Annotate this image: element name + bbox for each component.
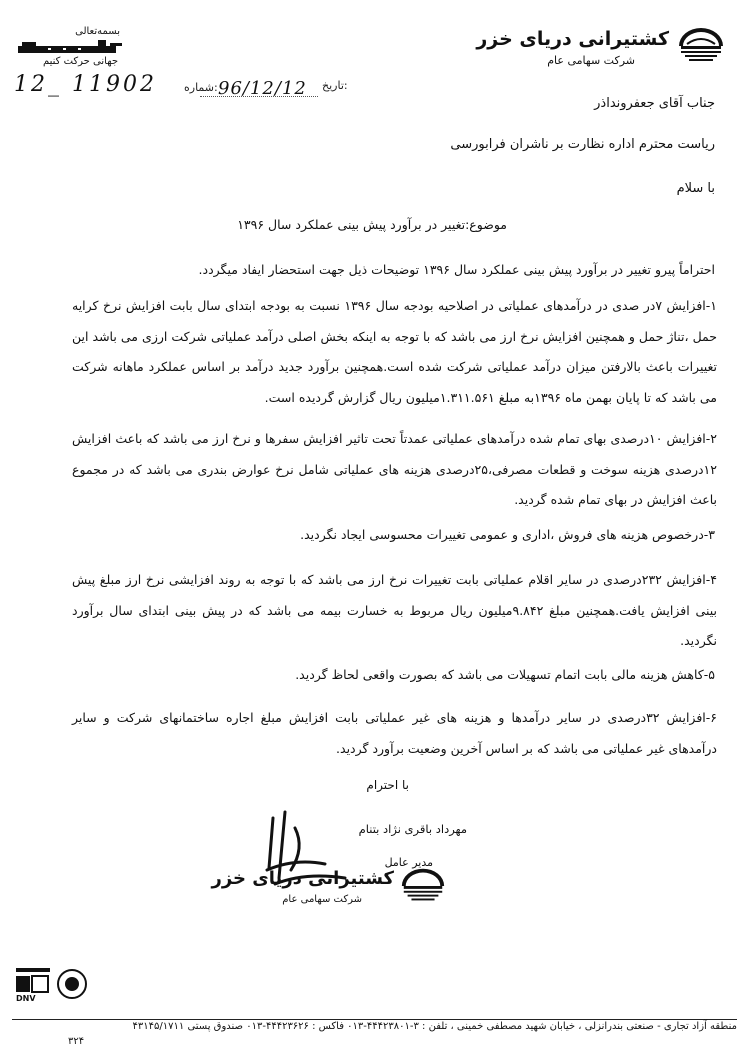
company-logo (476, 24, 727, 72)
item-4-paragraph: ۴-افزایش ۲۳۲درصدی در سایر اقلام عملیاتی بابت تغییرات نرخ ارز می باشد که با توجه به روند افزایشی نرخ ارز مبلغ پیش بینی افزایش یافت.همچنین مبلغ ۹.۸۴۲میلیون ریال مربوط به خسارت بیمه می باشد که در پیش بینی ابتدای سال برآورد نگردید. (72, 572, 717, 648)
company-stamp (211, 862, 448, 918)
company-type: شرکت سهامی عام (547, 54, 635, 67)
registration-number: 12_ 11902 (14, 72, 157, 97)
invocation-text: بسمه‌تعالی (75, 26, 120, 37)
recipient-title: ریاست محترم اداره نظارت بر ناشران فرابورسی (450, 137, 715, 152)
closing-text: با احترام (366, 778, 409, 792)
item-6-paragraph: ۶-افزایش ۳۲درصدی در سایر درآمدها و هزینه های غیر عملیاتی بابت افزایش مبلغ اجاره ساختمانهای شرکت و سایر درآمدهای غیر عملیاتی می باشد که بر اساس آخرین وضعیت برآورد گردید. (72, 710, 717, 756)
item-2-paragraph: ۲-افزایش ۱۰درصدی بهای تمام شده درآمدهای عملیاتی عمدتاً تحت تاثیر افزایش سفرها و نرخ ارز می باشد که باعث افزایش ۱۲درصدی هزینه سوخت و قطعات مصرفی،۲۵درصدی هزینه های عملیاتی شامل نرخ عوارض بندری می باشد که در مجموع باعث افزایش در بهای تمام شده گردید. (72, 431, 717, 507)
company-emblem-icon (675, 26, 727, 66)
company-name: کشتیرانی دریای خزر (476, 28, 669, 50)
date-value: 96/12/12 (218, 78, 307, 99)
intro-paragraph: احتراماً پیرو تغییر در برآورد پیش بینی عملکرد سال ۱۳۹۶ توضیحات ذیل جهت استحضار ایفاد میگردد. (198, 262, 715, 277)
stamp-company-name: کشتیرانی دریای خزر (211, 868, 394, 889)
footer-postal-suffix: ۳۲۴ (68, 1036, 85, 1047)
item-5-paragraph: ۵-کاهش هزینه مالی بابت اتمام تسهیلات می باشد که بصورت واقعی لحاظ گردید. (295, 667, 715, 682)
greeting: با سلام (676, 181, 715, 196)
footer-divider (12, 1019, 737, 1020)
signer-name: مهرداد باقری نژاد بتنام (358, 822, 467, 836)
signer-title: مدیر عامل (384, 856, 433, 869)
motto-text: جهانی حرکت کنیم (42, 56, 118, 67)
recipient-name: جناب آقای جعفرونداذر (594, 96, 715, 111)
item-1-paragraph: ۱-افزایش ۷در صدی در درآمدهای عملیاتی در اصلاحیه بودجه سال ۱۳۹۶ نسبت به بودجه ابتدای سال بابت افزایش نرخ کرایه حمل ،تناژ حمل و همچنین افزایش نرخ ارز می باشد که با توجه به اینکه بخش اصلی درآمد عملیاتی شرکت ارزی می باشد این تغییرات باعث بالارفتن میزان درآمد عملیاتی شرکت شده است.همچنین برآورد جدید درآمد بر اساس عملکرد ماهانه شرکت می باشد که تا پایان بهمن ماه ۱۳۹۶به مبلغ ۱.۳۱۱.۵۶۱میلیون ریال گزارش گردیده است. (72, 298, 718, 405)
footer-address: منطقه آزاد تجاری - صنعتی بندرانزلی ، خیابان شهید مصطفی خمینی ، تلفن : ۳-۴۴۴۲۳۸۰۱-۰۱۳ فاکس : ۴۴۴۲۳۶۲۶-۰۱۳ صندوق پستی ۴۳۱۴۵/۱۷۱۱ (132, 1021, 737, 1032)
certification-badges (14, 966, 94, 1006)
dnv-label: DNV (16, 994, 36, 1003)
subject-line: موضوع:تغییر در برآورد پیش بینی عملکرد سال ۱۳۹۶ (237, 217, 507, 232)
date-label: تاریخ: (322, 79, 348, 92)
stamp-company-type: شرکت سهامی عام (282, 894, 362, 905)
ship-icon (18, 40, 123, 56)
number-label: شماره: (184, 81, 218, 94)
item-3-paragraph: ۳-درخصوص هزینه های فروش ،اداری و عمومی تغییرات محسوسی ایجاد نگردید. (300, 527, 715, 542)
stamp-emblem-icon (398, 866, 448, 906)
